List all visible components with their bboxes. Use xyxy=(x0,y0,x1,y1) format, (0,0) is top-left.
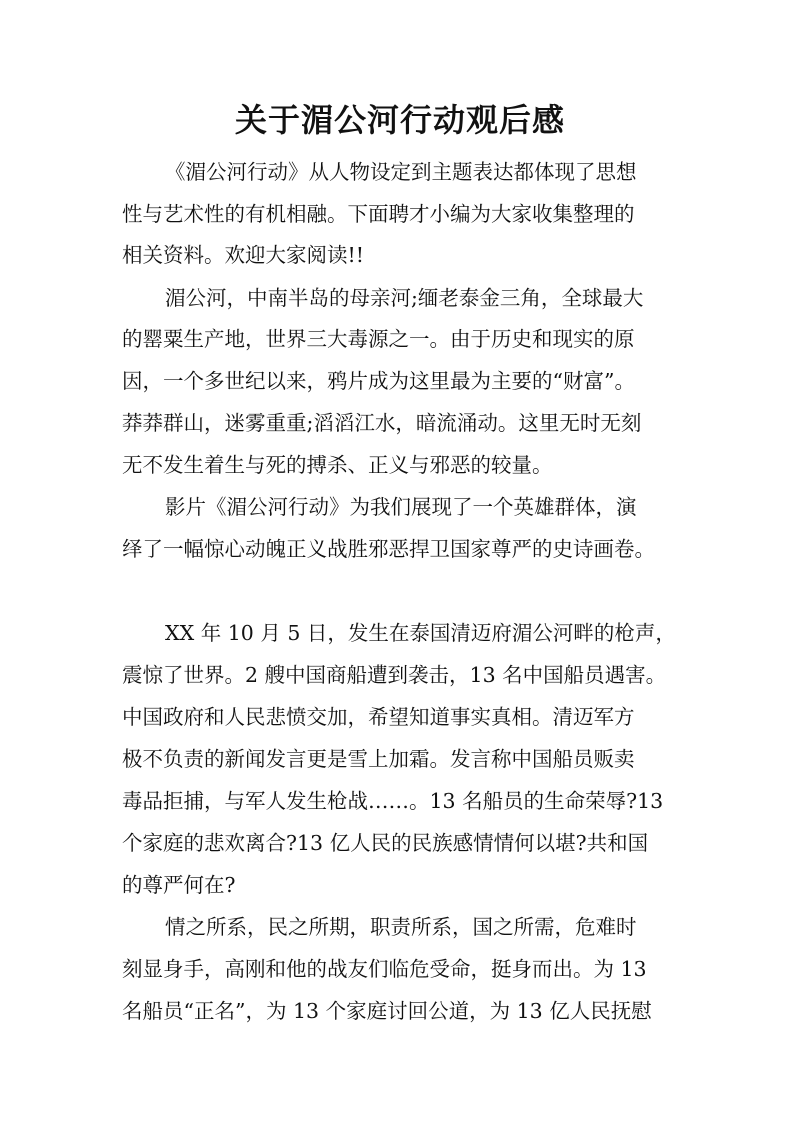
document-title: 关于湄公河行动观后感 xyxy=(234,101,565,139)
body-line: 名船员“正名”，为 13 个家庭讨回公道，为 13 亿人民抚慰 xyxy=(122,999,652,1023)
body-line: 影片《湄公河行动》为我们展现了一个英雄群体，演 xyxy=(165,495,637,519)
body-line: 个家庭的悲欢离合?13 亿人民的民族感情情何以堪?共和国 xyxy=(122,831,649,855)
body-line: XX 年 10 月 5 日，发生在泰国清迈府湄公河畔的枪声， xyxy=(165,621,676,645)
body-line: 震惊了世界。2 艘中国商船遭到袭击，13 名中国船员遇害。 xyxy=(122,663,667,687)
body-line: 《湄公河行动》从人物设定到主题表达都体现了思想 xyxy=(165,160,637,184)
body-line: 中国政府和人民悲愤交加，希望知道事实真相。清迈军方 xyxy=(122,705,635,729)
body-line: 莽莽群山，迷雾重重;滔滔江水，暗流涌动。这里无时无刻 xyxy=(122,411,642,435)
body-line: 相关资料。欢迎大家阅读!! xyxy=(122,243,364,267)
body-line: 情之所系，民之所期，职责所系，国之所需，危难时 xyxy=(165,915,637,939)
body-line: 极不负责的新闻发言更是雪上加霜。发言称中国船员贩卖 xyxy=(122,747,635,771)
body-line: 性与艺术性的有机相融。下面聘才小编为大家收集整理的 xyxy=(122,202,635,226)
body-line: 湄公河，中南半岛的母亲河;缅老泰金三角，全球最大 xyxy=(165,286,644,310)
body-line: 刻显身手，高刚和他的战友们临危受命，挺身而出。为 13 xyxy=(122,957,647,981)
body-line: 的罂粟生产地，世界三大毒源之一。由于历史和现实的原 xyxy=(122,327,635,351)
body-line: 无不发生着生与死的搏杀、正义与邪恶的较量。 xyxy=(122,453,553,477)
body-line: 毒品拒捕，与军人发生枪战……。13 名船员的生命荣辱?13 xyxy=(122,789,664,813)
body-line: 的尊严何在? xyxy=(122,873,236,897)
body-line: 绎了一幅惊心动魄正义战胜邪恶捍卫国家尊严的史诗画卷。 xyxy=(122,537,655,561)
body-line: 因，一个多世纪以来，鸦片成为这里最为主要的“财富”。 xyxy=(122,369,635,393)
